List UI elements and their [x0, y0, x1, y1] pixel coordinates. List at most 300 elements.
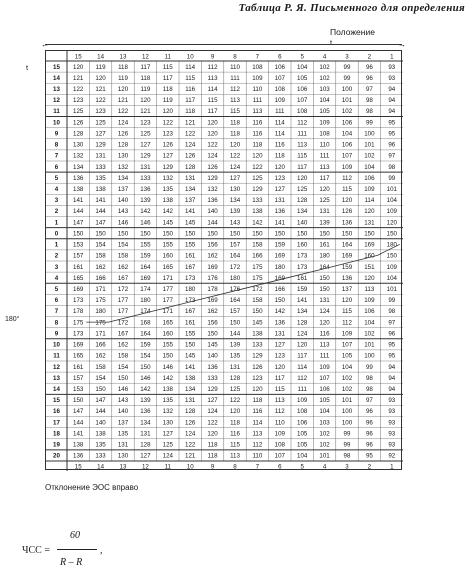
- table-cell: 171: [95, 330, 106, 338]
- table-cell: 99: [365, 119, 373, 127]
- table-cell: 106: [341, 119, 353, 127]
- row-label: 11: [53, 108, 60, 116]
- table-cell: 106: [297, 85, 308, 93]
- table-cell: 136: [207, 363, 218, 371]
- table-cell: 120: [386, 219, 397, 227]
- table-cell: 127: [274, 185, 285, 193]
- table-cell: 177: [162, 297, 173, 305]
- table-cell: 165: [162, 319, 173, 327]
- table-cell: 106: [319, 385, 330, 393]
- table-cell: 137: [117, 419, 129, 427]
- table-cell: 113: [230, 452, 240, 460]
- table-cell: 169: [73, 341, 84, 349]
- table-cell: 100: [341, 85, 353, 93]
- table-cell: 131: [229, 363, 241, 371]
- table-cell: 106: [364, 308, 375, 316]
- table-cell: 158: [95, 252, 106, 260]
- table-cell: 136: [341, 219, 353, 227]
- table-cell: 116: [252, 408, 263, 416]
- table-cell: 112: [252, 441, 263, 449]
- table-cell: 116: [185, 85, 196, 93]
- table-cell: 137: [341, 285, 353, 293]
- table-cell: 99: [343, 430, 351, 438]
- table-cell: 150: [229, 319, 241, 327]
- lookup-table-svg: [46, 51, 403, 471]
- table-cell: 155: [162, 341, 173, 349]
- table-cell: 135: [162, 397, 173, 405]
- table-cell: 155: [185, 241, 196, 249]
- table-cell: 124: [185, 141, 196, 149]
- table-cell: 160: [297, 241, 308, 249]
- table-cell: 125: [229, 385, 241, 393]
- table-cell: 135: [162, 185, 173, 193]
- column-header-bottom: 14: [97, 463, 105, 471]
- table-cell: 118: [185, 108, 196, 116]
- table-cell: 98: [365, 385, 373, 393]
- row-label: 10: [53, 341, 60, 349]
- row-label: 13: [53, 85, 60, 93]
- table-cell: 161: [73, 363, 84, 371]
- table-cell: 103: [319, 419, 330, 427]
- table-cell: 147: [95, 397, 106, 405]
- table-cell: 138: [252, 208, 263, 216]
- table-cell: 131: [319, 297, 330, 305]
- table-cell: 150: [162, 352, 173, 360]
- column-header-top: 2: [367, 53, 372, 61]
- table-cell: 105: [297, 441, 308, 449]
- table-cell: 118: [118, 63, 128, 71]
- table-cell: 101: [341, 97, 353, 105]
- table-cell: 122: [185, 441, 196, 449]
- row-label: 1: [54, 241, 59, 249]
- table-cell: 95: [388, 352, 396, 360]
- table-cell: 117: [185, 97, 196, 105]
- table-cell: 124: [297, 330, 308, 338]
- row-label: 13: [53, 374, 60, 382]
- table-cell: 110: [252, 85, 263, 93]
- table-cell: 107: [341, 152, 353, 160]
- table-cell: 120: [319, 319, 330, 327]
- table-cell: 117: [274, 374, 285, 382]
- table-cell: 134: [73, 163, 84, 171]
- row-label: 2: [54, 208, 59, 216]
- table-cell: 131: [319, 208, 330, 216]
- column-header-bottom: 13: [119, 463, 127, 471]
- table-cell: 180: [274, 263, 285, 271]
- table-cell: 118: [140, 74, 151, 82]
- table-cell: 114: [252, 419, 263, 427]
- table-cell: 173: [185, 297, 196, 305]
- table-cell: 180: [386, 241, 397, 249]
- table-cell: 111: [297, 130, 307, 138]
- table-cell: 131: [95, 152, 106, 160]
- table-cell: 119: [140, 85, 151, 93]
- table-cell: 106: [274, 63, 285, 71]
- table-cell: 121: [185, 119, 196, 127]
- table-cell: 107: [274, 74, 285, 82]
- row-label: 10: [53, 119, 60, 127]
- table-cell: 120: [207, 430, 218, 438]
- table-cell: 111: [297, 385, 307, 393]
- table-cell: 113: [207, 74, 218, 82]
- table-cell: 98: [388, 308, 396, 316]
- table-cell: 132: [73, 152, 84, 160]
- table-cell: 114: [185, 63, 196, 71]
- table-cell: 133: [140, 174, 151, 182]
- table-cell: 111: [319, 352, 330, 360]
- table-cell: 140: [207, 352, 218, 360]
- table-cell: 155: [140, 241, 151, 249]
- table-cell: 123: [162, 130, 173, 138]
- table-cell: 105: [319, 108, 330, 116]
- table-cell: 172: [117, 319, 129, 327]
- table-cell: 135: [95, 174, 106, 182]
- table-cell: 122: [229, 152, 241, 160]
- table-cell: 120: [140, 97, 151, 105]
- table-cell: 101: [319, 452, 330, 460]
- table-cell: 177: [162, 285, 173, 293]
- table-cell: 118: [252, 141, 263, 149]
- table-cell: 120: [364, 208, 375, 216]
- table-cell: 123: [274, 174, 285, 182]
- column-header-bottom: 1: [390, 463, 394, 471]
- row-label: 5: [54, 174, 59, 182]
- table-cell: 114: [297, 363, 308, 371]
- table-cell: 93: [388, 430, 396, 438]
- column-header-bottom: 11: [164, 463, 172, 471]
- table-cell: 113: [297, 141, 308, 149]
- table-cell: 95: [365, 452, 373, 460]
- row-label: 14: [53, 385, 60, 393]
- table-cell: 111: [319, 152, 330, 160]
- table-cell: 169: [207, 297, 218, 305]
- arrow-right-icon: →: [398, 40, 406, 49]
- column-header-top: 10: [186, 53, 194, 61]
- table-cell: 122: [73, 85, 84, 93]
- table-cell: 106: [297, 419, 308, 427]
- table-cell: 102: [364, 330, 375, 338]
- table-cell: 131: [364, 219, 375, 227]
- table-cell: 138: [73, 185, 84, 193]
- table-cell: 164: [319, 263, 330, 271]
- table-cell: 94: [388, 385, 396, 393]
- table-cell: 150: [274, 230, 285, 238]
- table-cell: 150: [319, 230, 330, 238]
- table-cell: 110: [252, 452, 263, 460]
- row-label: 0: [54, 230, 59, 238]
- table-cell: 127: [274, 341, 285, 349]
- document-title: Таблица Р. Я. Письменного для определения: [238, 2, 465, 14]
- table-cell: 124: [229, 163, 241, 171]
- table-cell: 123: [140, 119, 151, 127]
- table-cell: 180: [229, 274, 241, 282]
- table-cell: 139: [229, 208, 241, 216]
- table-cell: 96: [365, 63, 373, 71]
- table-cell: 100: [341, 408, 353, 416]
- table-cell: 108: [297, 408, 308, 416]
- table-cell: 169: [140, 274, 151, 282]
- table-cell: 117: [162, 74, 173, 82]
- table-cell: 120: [341, 297, 353, 305]
- table-cell: 94: [388, 108, 396, 116]
- table-cell: 150: [341, 230, 353, 238]
- table-cell: 150: [386, 252, 397, 260]
- formula-fraction-bar: [57, 549, 97, 550]
- table-cell: 159: [140, 341, 151, 349]
- table-cell: 120: [207, 130, 218, 138]
- table-cell: 118: [207, 441, 218, 449]
- table-cell: 110: [274, 419, 285, 427]
- table-cell: 136: [274, 208, 285, 216]
- row-label: 7: [54, 152, 59, 160]
- table-cell: 111: [252, 97, 263, 105]
- table-cell: 132: [117, 163, 129, 171]
- t-axis-arrow-line: [45, 44, 402, 45]
- table-cell: 172: [229, 263, 241, 271]
- table-cell: 110: [319, 141, 330, 149]
- table-cell: 112: [342, 319, 352, 327]
- table-cell: 145: [207, 341, 218, 349]
- table-cell: 180: [140, 297, 151, 305]
- table-cell: 144: [95, 208, 106, 216]
- table-cell: 102: [341, 385, 353, 393]
- column-header-top: 1: [390, 53, 394, 61]
- table-cell: 161: [73, 263, 84, 271]
- table-cell: 126: [185, 152, 196, 160]
- table-cell: 124: [207, 408, 218, 416]
- table-cell: 122: [162, 119, 173, 127]
- table-cell: 167: [185, 263, 196, 271]
- table-cell: 108: [274, 441, 285, 449]
- row-label: 20: [53, 452, 60, 460]
- table-cell: 166: [95, 274, 106, 282]
- table-cell: 147: [73, 408, 84, 416]
- table-cell: 136: [341, 274, 353, 282]
- table-cell: 120: [73, 63, 84, 71]
- table-cell: 161: [319, 241, 330, 249]
- table-cell: 116: [252, 130, 263, 138]
- column-header-top: 13: [119, 53, 127, 61]
- table-cell: 158: [252, 297, 263, 305]
- table-cell: 115: [342, 308, 352, 316]
- table-cell: 105: [341, 352, 353, 360]
- table-cell: 112: [342, 174, 352, 182]
- table-cell: 146: [140, 374, 151, 382]
- table-cell: 167: [117, 274, 129, 282]
- table-cell: 150: [319, 285, 330, 293]
- table-cell: 104: [386, 197, 397, 205]
- table-cell: 98: [365, 108, 373, 116]
- table-cell: 150: [319, 274, 330, 282]
- table-cell: 137: [117, 185, 129, 193]
- table-cell: 134: [185, 185, 196, 193]
- table-cell: 128: [297, 197, 308, 205]
- table-cell: 120: [207, 119, 218, 127]
- table-cell: 102: [319, 441, 330, 449]
- table-cell: 125: [95, 119, 106, 127]
- table-cell: 133: [95, 163, 106, 171]
- row-label: 6: [54, 297, 59, 305]
- table-cell: 116: [274, 141, 285, 149]
- table-cell: 135: [229, 352, 241, 360]
- table-cell: 169: [341, 252, 353, 260]
- table-cell: 121: [73, 74, 84, 82]
- table-cell: 103: [319, 85, 330, 93]
- table-cell: 104: [319, 408, 330, 416]
- table-cell: 130: [117, 152, 129, 160]
- lookup-table: [45, 50, 402, 470]
- table-cell: 135: [95, 441, 106, 449]
- table-cell: 100: [341, 419, 353, 427]
- table-cell: 134: [117, 174, 129, 182]
- table-cell: 114: [207, 85, 218, 93]
- table-cell: 121: [117, 97, 129, 105]
- column-header-bottom: 10: [186, 463, 194, 471]
- table-cell: 113: [252, 108, 263, 116]
- table-cell: 117: [207, 108, 218, 116]
- table-cell: 113: [230, 97, 240, 105]
- table-cell: 133: [252, 197, 263, 205]
- table-cell: 124: [207, 152, 218, 160]
- table-cell: 125: [73, 108, 84, 116]
- row-label: 2: [54, 252, 59, 260]
- table-cell: 104: [386, 274, 397, 282]
- table-cell: 129: [252, 352, 263, 360]
- table-cell: 139: [140, 397, 151, 405]
- table-cell: 108: [319, 130, 330, 138]
- table-cell: 119: [95, 63, 106, 71]
- table-cell: 109: [386, 263, 397, 271]
- row-label: 9: [54, 330, 59, 338]
- table-cell: 164: [140, 330, 151, 338]
- table-cell: 99: [343, 63, 351, 71]
- table-cell: 153: [73, 241, 84, 249]
- row-label: 1: [54, 219, 59, 227]
- table-cell: 127: [162, 430, 173, 438]
- row-label: 8: [54, 141, 59, 149]
- table-cell: 130: [229, 185, 241, 193]
- table-cell: 175: [73, 319, 84, 327]
- table-cell: 134: [297, 308, 308, 316]
- table-cell: 128: [185, 163, 196, 171]
- table-cell: 167: [185, 308, 196, 316]
- table-cell: 113: [364, 285, 375, 293]
- table-cell: 105: [297, 430, 308, 438]
- table-cell: 171: [162, 274, 173, 282]
- table-cell: 111: [230, 74, 240, 82]
- row-label: 3: [54, 197, 59, 205]
- table-cell: 118: [274, 152, 285, 160]
- table-cell: 145: [162, 219, 173, 227]
- table-cell: 106: [364, 174, 375, 182]
- table-cell: 171: [95, 285, 106, 293]
- table-cell: 180: [95, 308, 106, 316]
- table-cell: 150: [274, 297, 285, 305]
- table-cell: 126: [341, 208, 353, 216]
- table-cell: 115: [230, 441, 240, 449]
- table-cell: 155: [185, 330, 196, 338]
- table-cell: 161: [185, 319, 196, 327]
- table-cell: 120: [252, 152, 263, 160]
- table-cell: 162: [117, 263, 129, 271]
- table-cell: 127: [140, 141, 151, 149]
- table-cell: 156: [207, 241, 218, 249]
- table-cell: 168: [140, 319, 151, 327]
- table-cell: 161: [185, 252, 196, 260]
- table-cell: 122: [117, 108, 129, 116]
- table-cell: 141: [73, 430, 84, 438]
- table-cell: 98: [365, 374, 373, 382]
- table-cell: 154: [117, 363, 129, 371]
- table-cell: 145: [252, 319, 263, 327]
- column-header-bottom: 7: [255, 463, 260, 471]
- table-cell: 159: [341, 263, 353, 271]
- table-cell: 150: [207, 330, 218, 338]
- table-cell: 97: [365, 85, 373, 93]
- table-cell: 131: [140, 430, 151, 438]
- table-cell: 138: [252, 330, 263, 338]
- table-cell: 131: [274, 330, 285, 338]
- table-cell: 134: [229, 197, 241, 205]
- table-cell: 174: [140, 285, 151, 293]
- table-cell: 139: [319, 219, 330, 227]
- table-cell: 115: [342, 185, 352, 193]
- table-cell: 128: [140, 441, 151, 449]
- table-cell: 133: [207, 374, 218, 382]
- table-cell: 180: [185, 285, 196, 293]
- table-cell: 97: [388, 152, 396, 160]
- formula-denominator: R – R: [60, 557, 83, 568]
- table-cell: 144: [73, 208, 84, 216]
- row-label: 14: [53, 74, 60, 82]
- table-cell: 141: [185, 208, 196, 216]
- table-cell: 141: [185, 363, 196, 371]
- table-cell: 124: [185, 430, 196, 438]
- table-cell: 122: [207, 141, 218, 149]
- table-cell: 104: [364, 319, 375, 327]
- table-cell: 120: [274, 363, 285, 371]
- table-cell: 146: [117, 385, 129, 393]
- table-cell: 169: [364, 241, 375, 249]
- table-cell: 102: [319, 74, 330, 82]
- table-cell: 150: [95, 230, 106, 238]
- table-cell: 100: [364, 130, 375, 138]
- table-cell: 96: [365, 430, 373, 438]
- table-cell: 124: [319, 308, 330, 316]
- table-cell: 109: [274, 97, 285, 105]
- table-cell: 136: [140, 408, 151, 416]
- table-cell: 169: [207, 263, 218, 271]
- table-cell: 118: [230, 119, 240, 127]
- table-cell: 166: [95, 341, 106, 349]
- table-cell: 157: [73, 374, 84, 382]
- column-header-bottom: 5: [300, 463, 304, 471]
- table-cell: 114: [274, 119, 285, 127]
- table-cell: 156: [207, 319, 218, 327]
- table-cell: 140: [95, 419, 106, 427]
- table-cell: 144: [95, 408, 106, 416]
- table-cell: 178: [207, 285, 218, 293]
- table-cell: 109: [297, 397, 308, 405]
- table-cell: 150: [117, 374, 129, 382]
- table-cell: 142: [162, 374, 173, 382]
- table-cell: 150: [140, 230, 151, 238]
- table-cell: 157: [229, 308, 241, 316]
- table-cell: 93: [388, 408, 396, 416]
- table-cell: 154: [95, 241, 106, 249]
- table-cell: 104: [297, 452, 308, 460]
- table-cell: 104: [364, 163, 375, 171]
